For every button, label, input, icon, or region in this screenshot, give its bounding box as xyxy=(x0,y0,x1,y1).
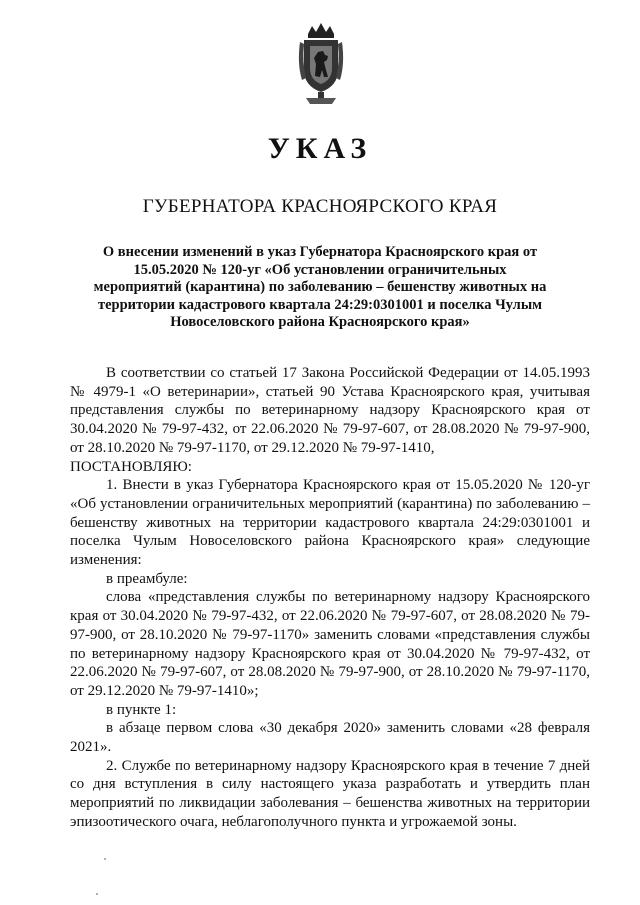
item-1-preamble-label: в преамбуле: xyxy=(106,570,188,587)
scan-speck xyxy=(104,858,106,860)
document-subtitle: ГУБЕРНАТОРА КРАСНОЯРСКОГО КРАЯ xyxy=(142,196,498,217)
item-1-words-paragraph: слова «представления службы по ветеринарному надзору Красноярского края от 30.04.2020 № 79-97-432, от 22.06.2020 № 79-97-607, от 28.08.2020 № 79-97-900, от 28.10.2020 № 79-97-1170» заменить словами «представления службы по ветеринарному надзору Красноярского края от 30.04.2020 № 79-97-432, от 22.06.2020 № 79-97-607, от 28.08.2020 № 79-97-900, от 28.10.2020 № 79-97-1170, от 29.12.2020 № 79-97-1410»; xyxy=(70,589,590,699)
document-title: УКАЗ xyxy=(267,132,373,165)
item-1-paragraph: 1. Внести в указ Губернатора Красноярского края от 15.05.2020 № 120-уг «Об установлении ограничительных мероприятий (карантина) по заболеванию – бешенству животных на территории кадастрового квартала 24:29:0301001 и поселка Чулым Новоселовского района Красноярского края» следующие изменения: xyxy=(70,477,590,569)
scan-speck xyxy=(96,893,98,895)
item-1-replace-paragraph: в абзаце первом слова «30 декабря 2020» заменить словами «28 февраля 2021». xyxy=(70,720,590,756)
decree-heading: О внесении изменений в указ Губернатора Красноярского края от 15.05.2020 № 120-уг «Об установлении ограничительных мероприятий (карантина) по заболеванию – бешенству животных на территории кадастрового квартала 24:29:0301001 и поселка Чулым Новоселовского района Красноярского края» xyxy=(93,244,547,331)
krasnoyarsk-coat-of-arms-icon xyxy=(296,20,346,108)
item-2-paragraph: 2. Службе по ветеринарному надзору Красноярского края в течение 7 дней со дня вступления в силу настоящего указа разработать и утвердить план мероприятий по ликвидации заболевания – бешенства животных на территории эпизоотического очага, неблагополучного пункта и угрожаемой зоны. xyxy=(70,757,590,830)
decree-word: ПОСТАНОВЛЯЮ: xyxy=(70,458,192,475)
decree-body xyxy=(70,364,590,832)
preamble-paragraph: В соответствии со статьей 17 Закона Российской Федерации от 14.05.1993 № 4979-1 «О ветеринарии», статьей 90 Устава Красноярского края, учитывая представления службы по ветеринарному надзору Красноярского края от 30.04.2020 № 79-97-432, от 22.06.2020 № 79-97-607, от 28.08.2020 № 79-97-900, от 28.10.2020 № 79-97-1170, от 29.12.2020 № 79-97-1410, xyxy=(70,365,590,456)
item-1-point-label: в пункте 1: xyxy=(106,701,177,718)
